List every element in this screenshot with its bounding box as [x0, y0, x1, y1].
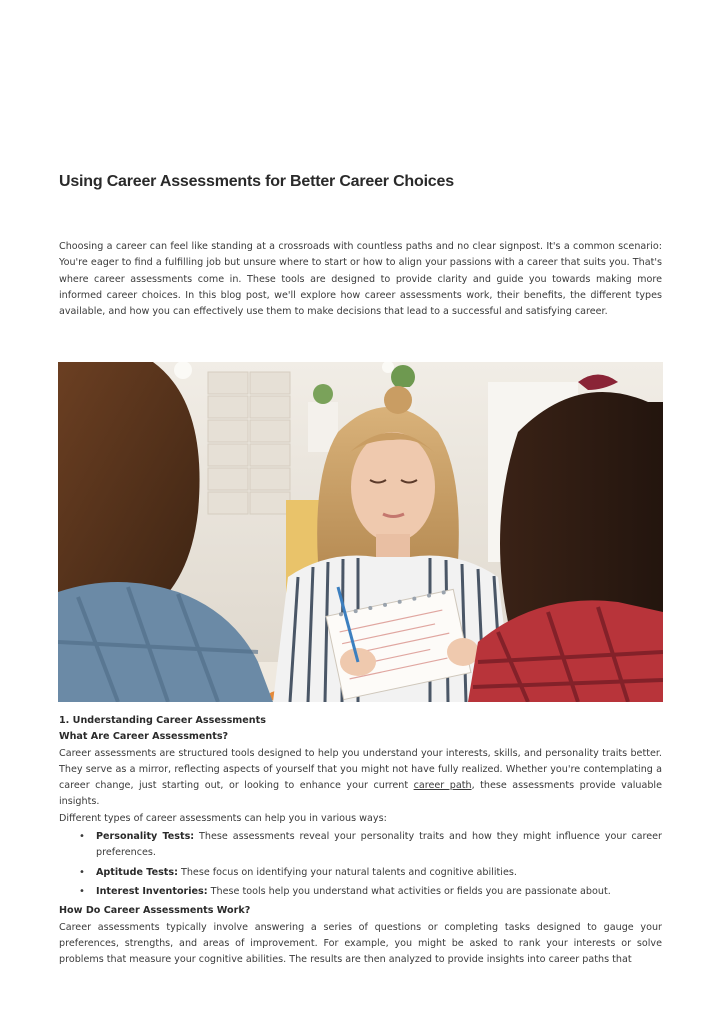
list-item — [79, 865, 662, 881]
career-path-link[interactable]: career path — [413, 780, 472, 792]
list-item-text: These tools help you understand what activities or fields you are passionate about. — [207, 885, 611, 897]
bullet-icon: • — [79, 866, 85, 878]
section-heading-understanding: 1. Understanding Career Assessments — [59, 715, 266, 726]
list-item — [79, 884, 662, 900]
list-item-label: Aptitude Tests: — [96, 866, 178, 878]
article-body — [59, 713, 662, 968]
list-item-text: These assessments reveal your personality traits and how they might influence your career preferences. — [96, 831, 662, 859]
list-item-label: Interest Inventories: — [96, 885, 208, 897]
bullet-icon: • — [79, 831, 85, 843]
list-item-label: Personality Tests: — [96, 831, 195, 843]
paragraph-what-are — [59, 746, 662, 811]
assessment-types-list — [59, 829, 662, 900]
types-intro: Different types of career assessments can help you in various ways: — [59, 812, 387, 824]
bullet-icon: • — [79, 885, 85, 897]
article-photo — [58, 362, 663, 702]
subheading-how-work: How Do Career Assessments Work? — [59, 905, 251, 917]
paragraph-how-work: Career assessments typically involve answering a series of questions or completing tasks designed to gauge your preferences, strengths, and areas of improvement. For example, you might be asked to rank your interests or solve problems that measure your cognitive abilities. The results are then analyzed to provide insights into career paths that — [59, 921, 662, 966]
list-item-text: These focus on identifying your natural talents and cognitive abilities. — [177, 866, 517, 878]
paragraph-what-text-b: , these assessments provide valuable insights. — [59, 780, 663, 808]
list-item — [79, 829, 662, 862]
intro-paragraph: Choosing a career can feel like standing at a crossroads with countless paths and no clear signpost. It's a common scenario: You're eager to find a fulfilling job but unsure where to start or how to align your passions with a career that suits you. That's where career assessments come in. These tools are designed to provide clarity and guide you towards making more informed career choices. In this blog post, we'll explore how career assessments work, their benefits, the different types available, and how you can effectively use them to make decisions that lead to a successful and satisfying career. — [59, 241, 662, 318]
subheading-what-are: What Are Career Assessments? — [59, 731, 229, 743]
photo-illustration — [58, 362, 663, 702]
page-title: Using Career Assessments for Better Career Choices — [59, 173, 454, 190]
paragraph-what-text-a: Career assessments are structured tools designed to help you understand your interests, skills, and personality traits better. They serve as a mirror, reflecting aspects of yourself that you might not have fully realized. Whether you're contemplating a career change, just starting out, or looking to enhance your current — [59, 747, 662, 792]
